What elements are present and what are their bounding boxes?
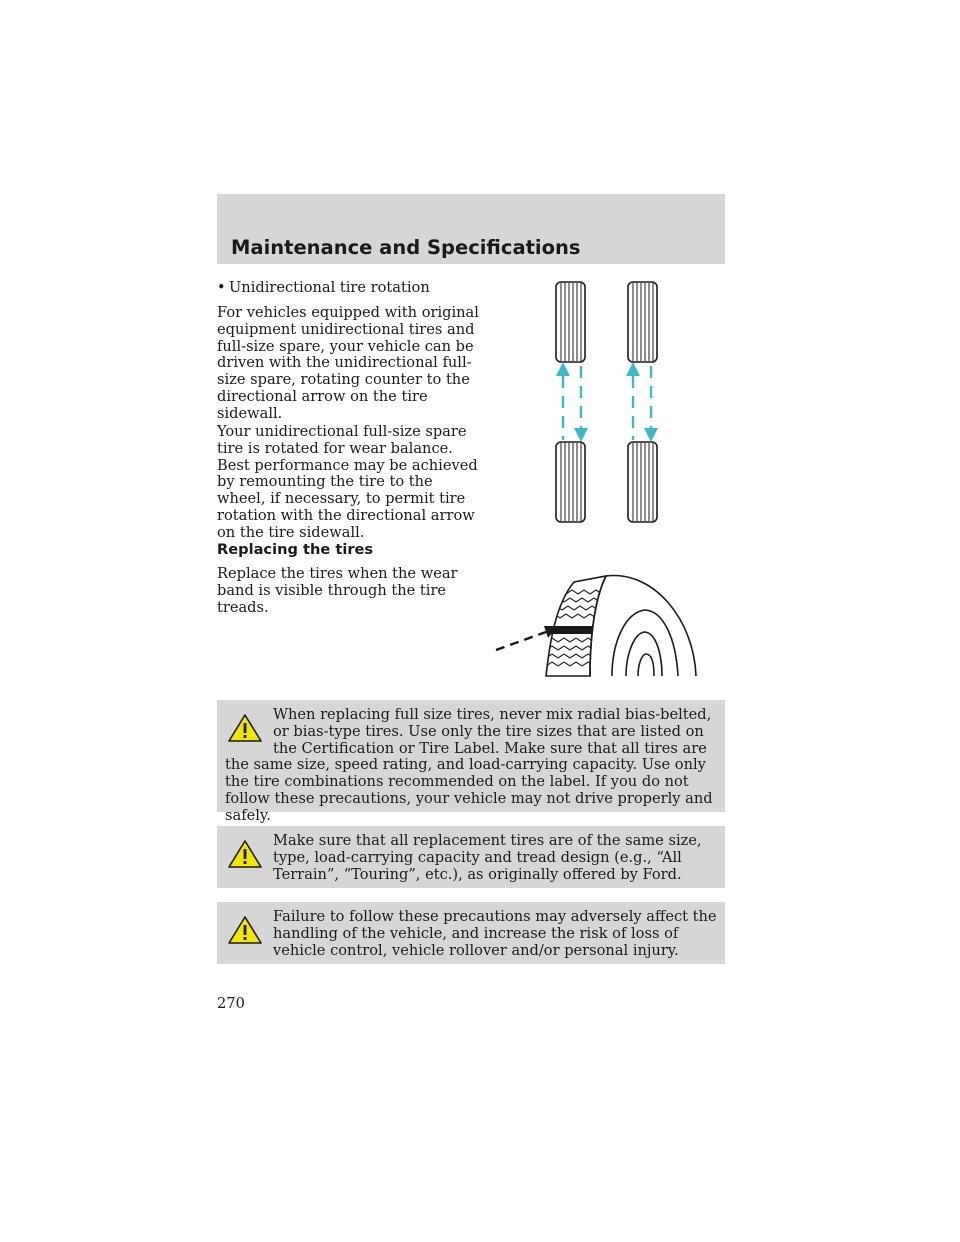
arrow-up-right bbox=[626, 362, 640, 440]
tire-rear-left bbox=[556, 442, 585, 522]
warning-text: Make sure that all replacement tires are of the same size, type, load-carrying capacity and tread design (e.g., “All Terrain”, “Touring”, etc.), as originally offered by Ford. bbox=[273, 832, 702, 883]
bullet-item bbox=[217, 280, 482, 297]
tire-rear-right bbox=[628, 442, 657, 522]
paragraph-unidirectional-spare: For vehicles equipped with original equipment unidirectional tires and full-size spare, your vehicle can be driven with the unidirectional full-size spare, rotating counter to the directional arrow on the tire sidewall. bbox=[217, 304, 479, 422]
arrow-down-left bbox=[574, 366, 588, 442]
warning-triangle-icon bbox=[227, 915, 263, 945]
tire-sidewall bbox=[590, 576, 696, 676]
wear-band-pointer-arrow bbox=[496, 626, 558, 650]
arrow-down-right bbox=[644, 366, 658, 442]
tread-wear-diagram bbox=[494, 570, 700, 678]
arrow-up-left bbox=[556, 362, 570, 440]
warning-box-precautions bbox=[217, 902, 725, 964]
paragraph-replace-tires: Replace the tires when the wear band is visible through the tire treads. bbox=[217, 565, 458, 616]
paragraph-wear-balance: Your unidirectional full-size spare tire is rotated for wear balance. Best performance may be achieved by remounting the tire to the wheel, if necessary, to permit tire rotation with the directional arrow on the tire sidewall. bbox=[217, 423, 478, 541]
warning-triangle-icon bbox=[227, 713, 263, 743]
warning-text: Failure to follow these precautions may adversely affect the handling of the vehicle, and increase the risk of loss of vehicle control, vehicle rollover and/or personal injury. bbox=[273, 908, 717, 959]
warning-triangle-icon bbox=[227, 839, 263, 869]
replacing-tires-heading: Replacing the tires bbox=[217, 541, 374, 558]
bullet-text: Unidirectional tire rotation bbox=[229, 279, 430, 296]
warning-box-replacement-match bbox=[217, 826, 725, 888]
tire-rotation-diagram bbox=[540, 278, 680, 526]
tire-front-right bbox=[628, 282, 657, 362]
warning-box-mix-tires bbox=[217, 700, 725, 824]
section-title: Maintenance and Specifications bbox=[231, 236, 581, 259]
header-band bbox=[217, 194, 725, 264]
page-number: 270 bbox=[217, 995, 245, 1012]
tire-front-left bbox=[556, 282, 585, 362]
bullet-symbol: • bbox=[217, 279, 226, 296]
warning-text: When replacing full size tires, never mix radial bias-belted, or bias-type tires. Use only the tire sizes that are listed on the Certification or Tire Label. Make sure that all tires are the same size, speed rating, and load-carrying capacity. Use only the tire combinations recommended on the label. If you do not follow these precautions, your vehicle may not drive properly and safely. bbox=[225, 706, 713, 824]
